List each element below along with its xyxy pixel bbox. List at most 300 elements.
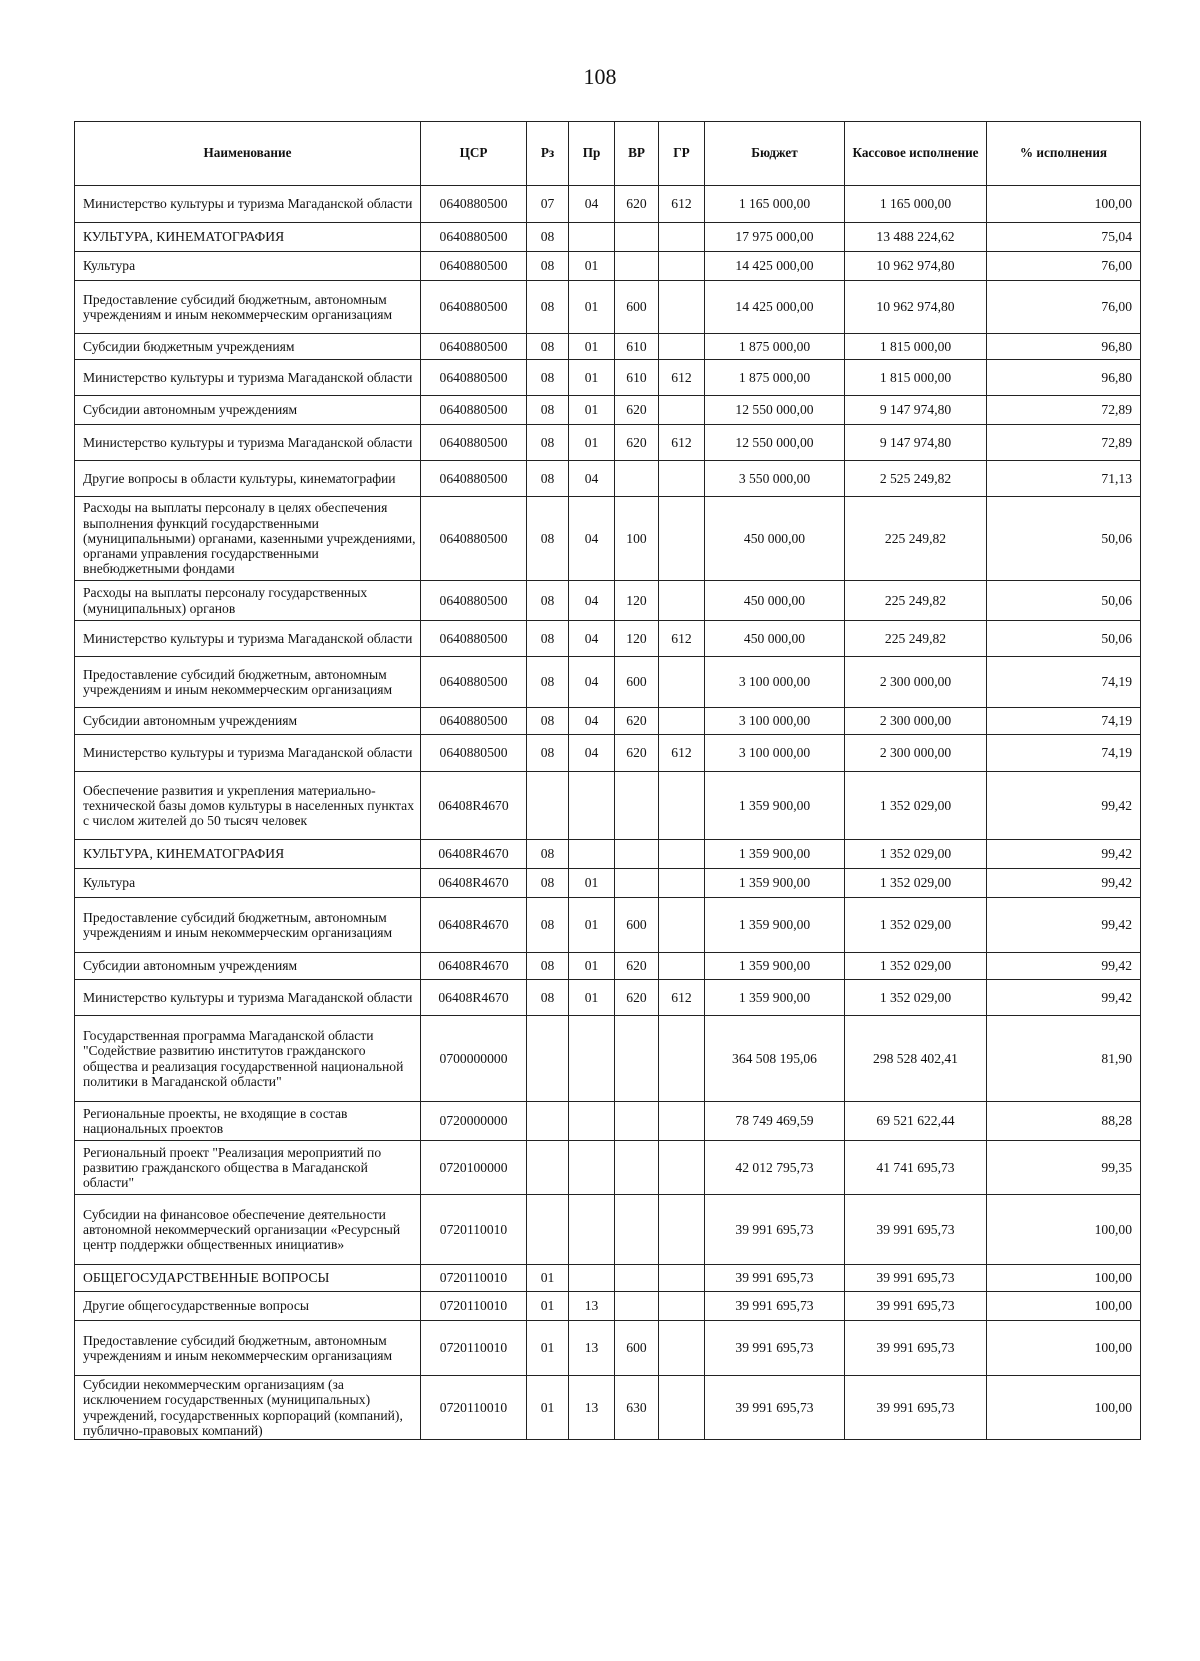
row-rz: 08: [527, 953, 569, 980]
row-csr: 0640880500: [421, 334, 527, 360]
header-vr: ВР: [615, 122, 659, 186]
row-pr: 04: [569, 708, 615, 735]
row-gr: [659, 461, 705, 497]
row-pr: 01: [569, 396, 615, 425]
row-gr: [659, 396, 705, 425]
row-gr: [659, 334, 705, 360]
row-rz: 08: [527, 621, 569, 657]
row-rz: 01: [527, 1376, 569, 1440]
row-execution-percent: 96,80: [987, 360, 1141, 396]
row-execution-percent: 75,04: [987, 223, 1141, 252]
row-name: Министерство культуры и туризма Магаданской области: [75, 621, 421, 657]
row-cash-execution: 1 352 029,00: [845, 840, 987, 869]
table-row: [75, 252, 1141, 281]
row-execution-percent: 76,00: [987, 281, 1141, 334]
row-execution-percent: 99,42: [987, 980, 1141, 1016]
table-row: [75, 1376, 1141, 1440]
row-gr: 612: [659, 186, 705, 223]
row-rz: [527, 1102, 569, 1141]
row-csr: 0640880500: [421, 396, 527, 425]
row-cash-execution: 39 991 695,73: [845, 1195, 987, 1265]
row-csr: 0640880500: [421, 360, 527, 396]
row-cash-execution: 1 352 029,00: [845, 953, 987, 980]
row-csr: 0720000000: [421, 1102, 527, 1141]
row-cash-execution: 1 165 000,00: [845, 186, 987, 223]
row-pr: 04: [569, 497, 615, 581]
row-csr: 06408R4670: [421, 869, 527, 898]
row-csr: 06408R4670: [421, 898, 527, 953]
row-pr: 01: [569, 360, 615, 396]
row-gr: [659, 953, 705, 980]
row-name: Субсидии на финансовое обеспечение деятельности автономной некоммерческий организации «Ресурсный центр поддержки общественных инициатив»: [75, 1195, 421, 1265]
table-row: [75, 334, 1141, 360]
row-budget: 42 012 795,73: [705, 1141, 845, 1195]
row-budget: 1 359 900,00: [705, 772, 845, 840]
row-budget: 3 100 000,00: [705, 708, 845, 735]
row-rz: 08: [527, 281, 569, 334]
row-execution-percent: 99,42: [987, 898, 1141, 953]
row-budget: 1 359 900,00: [705, 840, 845, 869]
row-gr: [659, 869, 705, 898]
row-vr: 600: [615, 657, 659, 708]
table-row: [75, 840, 1141, 869]
row-cash-execution: 10 962 974,80: [845, 252, 987, 281]
table-row: [75, 1292, 1141, 1321]
row-rz: 08: [527, 840, 569, 869]
row-rz: 08: [527, 980, 569, 1016]
row-name: Государственная программа Магаданской области "Содействие развитию институтов гражданского общества и реализация государственной национальной политики в Магаданской области": [75, 1016, 421, 1102]
row-name: Министерство культуры и туризма Магаданской области: [75, 735, 421, 772]
row-budget: 39 991 695,73: [705, 1292, 845, 1321]
row-cash-execution: 2 300 000,00: [845, 735, 987, 772]
row-name: Обеспечение развития и укрепления материально-технической базы домов культуры в населенных пунктах с числом жителей до 50 тысяч человек: [75, 772, 421, 840]
table-row: [75, 1016, 1141, 1102]
row-vr: [615, 1016, 659, 1102]
row-budget: 39 991 695,73: [705, 1265, 845, 1292]
row-cash-execution: 298 528 402,41: [845, 1016, 987, 1102]
row-cash-execution: 39 991 695,73: [845, 1292, 987, 1321]
row-csr: 0720110010: [421, 1195, 527, 1265]
row-budget: 3 550 000,00: [705, 461, 845, 497]
row-name: Субсидии некоммерческим организациям (за исключением государственных (муниципальных) учреждений, государственных корпораций (компаний), публично-правовых компаний): [75, 1376, 421, 1440]
row-gr: [659, 1141, 705, 1195]
row-budget: 364 508 195,06: [705, 1016, 845, 1102]
row-csr: 0640880500: [421, 425, 527, 461]
budget-execution-table: [74, 121, 1141, 1440]
row-csr: 0720110010: [421, 1376, 527, 1440]
table-row: [75, 869, 1141, 898]
row-vr: [615, 1195, 659, 1265]
table-body: [75, 186, 1141, 1440]
row-execution-percent: 50,06: [987, 621, 1141, 657]
row-execution-percent: 99,35: [987, 1141, 1141, 1195]
row-budget: 17 975 000,00: [705, 223, 845, 252]
row-budget: 39 991 695,73: [705, 1321, 845, 1376]
row-rz: 08: [527, 223, 569, 252]
row-budget: 450 000,00: [705, 497, 845, 581]
row-cash-execution: 13 488 224,62: [845, 223, 987, 252]
table-row: [75, 425, 1141, 461]
row-vr: 620: [615, 396, 659, 425]
row-budget: 1 359 900,00: [705, 980, 845, 1016]
row-csr: 0640880500: [421, 708, 527, 735]
row-vr: [615, 461, 659, 497]
table-row: [75, 1195, 1141, 1265]
row-gr: [659, 1195, 705, 1265]
table-row: [75, 898, 1141, 953]
row-cash-execution: 9 147 974,80: [845, 396, 987, 425]
header-pr: Пр: [569, 122, 615, 186]
row-name: Министерство культуры и туризма Магаданской области: [75, 360, 421, 396]
row-pr: 01: [569, 898, 615, 953]
row-gr: [659, 581, 705, 621]
row-cash-execution: 1 352 029,00: [845, 869, 987, 898]
row-rz: 08: [527, 657, 569, 708]
row-budget: 1 165 000,00: [705, 186, 845, 223]
page-number: 108: [583, 64, 617, 89]
row-pr: [569, 1102, 615, 1141]
row-rz: 08: [527, 869, 569, 898]
row-gr: [659, 1321, 705, 1376]
table-row: [75, 772, 1141, 840]
table-row: [75, 621, 1141, 657]
row-vr: 610: [615, 360, 659, 396]
row-execution-percent: 71,13: [987, 461, 1141, 497]
row-pr: 01: [569, 425, 615, 461]
row-csr: 06408R4670: [421, 953, 527, 980]
row-budget: 1 359 900,00: [705, 869, 845, 898]
row-pr: 01: [569, 281, 615, 334]
row-pr: [569, 772, 615, 840]
row-name: Министерство культуры и туризма Магаданской области: [75, 186, 421, 223]
row-name: Министерство культуры и туризма Магаданской области: [75, 425, 421, 461]
row-vr: 610: [615, 334, 659, 360]
row-rz: 01: [527, 1321, 569, 1376]
row-budget: 39 991 695,73: [705, 1376, 845, 1440]
row-cash-execution: 225 249,82: [845, 581, 987, 621]
table-row: [75, 1141, 1141, 1195]
row-budget: 1 359 900,00: [705, 898, 845, 953]
header-budget: Бюджет: [705, 122, 845, 186]
row-vr: 620: [615, 708, 659, 735]
row-csr: 0640880500: [421, 621, 527, 657]
row-pr: 04: [569, 735, 615, 772]
row-cash-execution: 39 991 695,73: [845, 1376, 987, 1440]
row-name: Предоставление субсидий бюджетным, автономным учреждениям и иным некоммерческим организациям: [75, 657, 421, 708]
table-row: [75, 497, 1141, 581]
row-pr: [569, 840, 615, 869]
table-header-row: [75, 122, 1141, 186]
row-csr: 0640880500: [421, 186, 527, 223]
row-name: Предоставление субсидий бюджетным, автономным учреждениям и иным некоммерческим организациям: [75, 1321, 421, 1376]
row-budget: 3 100 000,00: [705, 657, 845, 708]
row-gr: [659, 840, 705, 869]
row-gr: [659, 1292, 705, 1321]
row-name: Региональные проекты, не входящие в состав национальных проектов: [75, 1102, 421, 1141]
row-gr: 612: [659, 621, 705, 657]
row-cash-execution: 2 300 000,00: [845, 708, 987, 735]
row-execution-percent: 50,06: [987, 581, 1141, 621]
header-cash-execution: Кассовое исполнение: [845, 122, 987, 186]
row-csr: 0640880500: [421, 497, 527, 581]
row-rz: 08: [527, 334, 569, 360]
row-csr: 0720110010: [421, 1321, 527, 1376]
row-gr: [659, 657, 705, 708]
row-execution-percent: 99,42: [987, 840, 1141, 869]
row-execution-percent: 76,00: [987, 252, 1141, 281]
row-name: Другие общегосударственные вопросы: [75, 1292, 421, 1321]
row-vr: [615, 252, 659, 281]
row-csr: 06408R4670: [421, 772, 527, 840]
row-gr: [659, 708, 705, 735]
row-cash-execution: 225 249,82: [845, 497, 987, 581]
row-rz: 08: [527, 425, 569, 461]
row-csr: 0720100000: [421, 1141, 527, 1195]
row-vr: 620: [615, 953, 659, 980]
row-gr: 612: [659, 980, 705, 1016]
header-name: Наименование: [75, 122, 421, 186]
row-execution-percent: 99,42: [987, 869, 1141, 898]
row-budget: 14 425 000,00: [705, 281, 845, 334]
row-gr: [659, 1265, 705, 1292]
row-name: Субсидии автономным учреждениям: [75, 953, 421, 980]
row-gr: [659, 1016, 705, 1102]
row-pr: 04: [569, 657, 615, 708]
row-name: КУЛЬТУРА, КИНЕМАТОГРАФИЯ: [75, 223, 421, 252]
row-vr: 100: [615, 497, 659, 581]
row-cash-execution: 1 352 029,00: [845, 980, 987, 1016]
row-gr: [659, 1376, 705, 1440]
table-row: [75, 461, 1141, 497]
row-pr: 01: [569, 869, 615, 898]
table-row: [75, 980, 1141, 1016]
row-csr: 06408R4670: [421, 840, 527, 869]
row-name: КУЛЬТУРА, КИНЕМАТОГРАФИЯ: [75, 840, 421, 869]
table-row: [75, 581, 1141, 621]
row-execution-percent: 74,19: [987, 708, 1141, 735]
row-gr: [659, 898, 705, 953]
row-pr: 13: [569, 1376, 615, 1440]
row-cash-execution: 39 991 695,73: [845, 1321, 987, 1376]
row-cash-execution: 10 962 974,80: [845, 281, 987, 334]
row-cash-execution: 2 300 000,00: [845, 657, 987, 708]
table-row: [75, 1102, 1141, 1141]
row-rz: 08: [527, 497, 569, 581]
row-vr: [615, 1292, 659, 1321]
header-rz: Рз: [527, 122, 569, 186]
row-execution-percent: 50,06: [987, 497, 1141, 581]
row-cash-execution: 225 249,82: [845, 621, 987, 657]
row-vr: 600: [615, 281, 659, 334]
row-cash-execution: 1 352 029,00: [845, 772, 987, 840]
row-vr: 120: [615, 581, 659, 621]
row-gr: [659, 252, 705, 281]
row-gr: [659, 497, 705, 581]
table-row: [75, 1321, 1141, 1376]
row-pr: 01: [569, 953, 615, 980]
row-execution-percent: 99,42: [987, 772, 1141, 840]
header-gr: ГР: [659, 122, 705, 186]
row-rz: 01: [527, 1292, 569, 1321]
row-pr: 04: [569, 581, 615, 621]
row-budget: 1 359 900,00: [705, 953, 845, 980]
row-csr: 06408R4670: [421, 980, 527, 1016]
row-execution-percent: 100,00: [987, 1292, 1141, 1321]
row-rz: [527, 772, 569, 840]
row-name: Предоставление субсидий бюджетным, автономным учреждениям и иным некоммерческим организациям: [75, 281, 421, 334]
row-pr: [569, 223, 615, 252]
row-budget: 12 550 000,00: [705, 396, 845, 425]
row-execution-percent: 74,19: [987, 735, 1141, 772]
row-gr: [659, 223, 705, 252]
row-execution-percent: 99,42: [987, 953, 1141, 980]
row-cash-execution: 1 815 000,00: [845, 334, 987, 360]
row-csr: 0700000000: [421, 1016, 527, 1102]
table-row: [75, 281, 1141, 334]
row-vr: 620: [615, 425, 659, 461]
row-cash-execution: 9 147 974,80: [845, 425, 987, 461]
row-csr: 0640880500: [421, 581, 527, 621]
row-vr: 600: [615, 1321, 659, 1376]
row-cash-execution: 69 521 622,44: [845, 1102, 987, 1141]
table-row: [75, 360, 1141, 396]
row-pr: 01: [569, 334, 615, 360]
row-pr: 13: [569, 1321, 615, 1376]
table-row: [75, 735, 1141, 772]
row-rz: 08: [527, 898, 569, 953]
row-rz: 08: [527, 360, 569, 396]
row-name: Культура: [75, 869, 421, 898]
row-pr: [569, 1016, 615, 1102]
row-vr: 620: [615, 980, 659, 1016]
row-rz: 01: [527, 1265, 569, 1292]
row-name: Расходы на выплаты персоналу в целях обеспечения выполнения функций государственными (муниципальными) органами, казенными учреждениями, органами управления государственными внебюджетными фондами: [75, 497, 421, 581]
row-csr: 0720110010: [421, 1292, 527, 1321]
row-name: Субсидии автономным учреждениям: [75, 396, 421, 425]
row-csr: 0640880500: [421, 281, 527, 334]
row-gr: [659, 772, 705, 840]
row-name: Другие вопросы в области культуры, кинематографии: [75, 461, 421, 497]
row-pr: 13: [569, 1292, 615, 1321]
row-name: Субсидии бюджетным учреждениям: [75, 334, 421, 360]
row-csr: 0640880500: [421, 657, 527, 708]
row-budget: 1 875 000,00: [705, 334, 845, 360]
row-pr: 04: [569, 186, 615, 223]
row-rz: 08: [527, 461, 569, 497]
header-execution-percent: % исполнения: [987, 122, 1141, 186]
row-execution-percent: 72,89: [987, 396, 1141, 425]
table-row: [75, 657, 1141, 708]
row-vr: 630: [615, 1376, 659, 1440]
row-csr: 0640880500: [421, 223, 527, 252]
row-pr: 01: [569, 252, 615, 281]
row-rz: 08: [527, 396, 569, 425]
row-vr: [615, 1102, 659, 1141]
row-gr: [659, 1102, 705, 1141]
row-rz: 08: [527, 252, 569, 281]
row-name: Региональный проект "Реализация мероприятий по развитию гражданского общества в Магаданской области": [75, 1141, 421, 1195]
row-vr: [615, 1141, 659, 1195]
row-budget: 1 875 000,00: [705, 360, 845, 396]
row-cash-execution: 2 525 249,82: [845, 461, 987, 497]
row-vr: 620: [615, 186, 659, 223]
row-execution-percent: 100,00: [987, 1321, 1141, 1376]
header-csr: ЦСР: [421, 122, 527, 186]
row-execution-percent: 96,80: [987, 334, 1141, 360]
row-csr: 0720110010: [421, 1265, 527, 1292]
row-budget: 12 550 000,00: [705, 425, 845, 461]
table-row: [75, 708, 1141, 735]
row-cash-execution: 1 815 000,00: [845, 360, 987, 396]
row-csr: 0640880500: [421, 735, 527, 772]
row-vr: 120: [615, 621, 659, 657]
row-execution-percent: 100,00: [987, 1265, 1141, 1292]
row-execution-percent: 100,00: [987, 186, 1141, 223]
row-name: Культура: [75, 252, 421, 281]
row-budget: 450 000,00: [705, 581, 845, 621]
row-execution-percent: 74,19: [987, 657, 1141, 708]
row-execution-percent: 81,90: [987, 1016, 1141, 1102]
table-row: [75, 1265, 1141, 1292]
row-vr: [615, 223, 659, 252]
row-pr: 04: [569, 461, 615, 497]
row-gr: 612: [659, 735, 705, 772]
row-pr: 04: [569, 621, 615, 657]
table-row: [75, 396, 1141, 425]
row-cash-execution: 41 741 695,73: [845, 1141, 987, 1195]
row-name: Субсидии автономным учреждениям: [75, 708, 421, 735]
row-rz: [527, 1195, 569, 1265]
row-execution-percent: 88,28: [987, 1102, 1141, 1141]
row-name: Расходы на выплаты персоналу государственных (муниципальных) органов: [75, 581, 421, 621]
row-vr: [615, 1265, 659, 1292]
row-rz: 08: [527, 708, 569, 735]
row-execution-percent: 100,00: [987, 1195, 1141, 1265]
row-vr: [615, 840, 659, 869]
table-row: [75, 223, 1141, 252]
row-pr: [569, 1265, 615, 1292]
row-vr: [615, 772, 659, 840]
row-rz: 08: [527, 581, 569, 621]
row-budget: 39 991 695,73: [705, 1195, 845, 1265]
row-budget: 450 000,00: [705, 621, 845, 657]
row-vr: [615, 869, 659, 898]
row-rz: [527, 1141, 569, 1195]
row-pr: [569, 1195, 615, 1265]
row-budget: 3 100 000,00: [705, 735, 845, 772]
row-rz: 08: [527, 735, 569, 772]
row-pr: 01: [569, 980, 615, 1016]
row-vr: 600: [615, 898, 659, 953]
row-csr: 0640880500: [421, 461, 527, 497]
row-rz: 07: [527, 186, 569, 223]
row-rz: [527, 1016, 569, 1102]
row-execution-percent: 100,00: [987, 1376, 1141, 1440]
table-row: [75, 186, 1141, 223]
row-name: ОБЩЕГОСУДАРСТВЕННЫЕ ВОПРОСЫ: [75, 1265, 421, 1292]
row-name: Министерство культуры и туризма Магаданской области: [75, 980, 421, 1016]
row-budget: 78 749 469,59: [705, 1102, 845, 1141]
row-name: Предоставление субсидий бюджетным, автономным учреждениям и иным некоммерческим организациям: [75, 898, 421, 953]
row-execution-percent: 72,89: [987, 425, 1141, 461]
row-cash-execution: 1 352 029,00: [845, 898, 987, 953]
row-vr: 620: [615, 735, 659, 772]
row-budget: 14 425 000,00: [705, 252, 845, 281]
row-csr: 0640880500: [421, 252, 527, 281]
row-gr: 612: [659, 425, 705, 461]
row-gr: [659, 281, 705, 334]
row-pr: [569, 1141, 615, 1195]
